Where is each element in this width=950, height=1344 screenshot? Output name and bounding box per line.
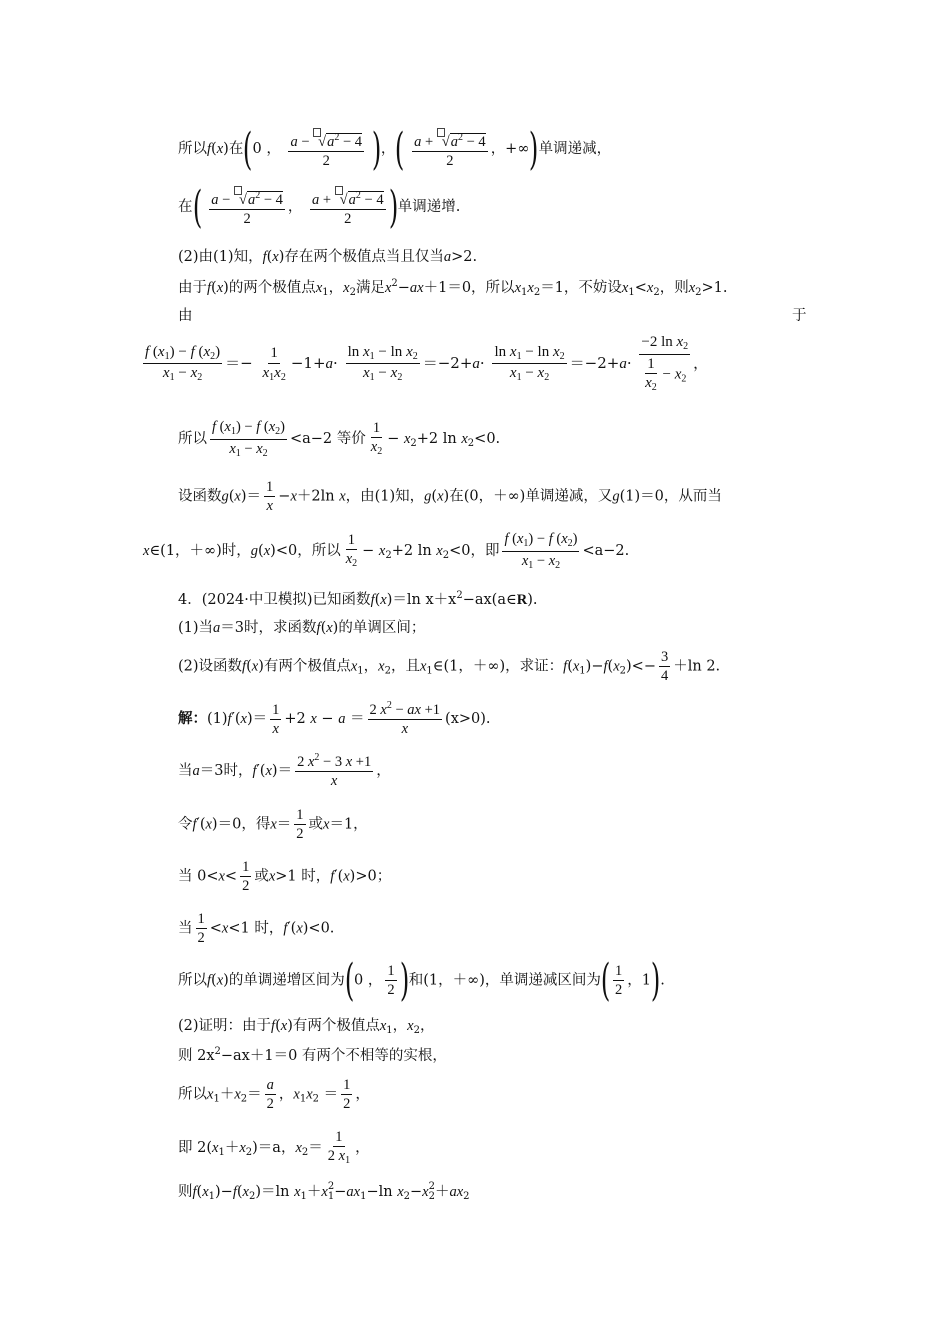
line-monotonic-intervals: 所以f(x)的单调递增区间为(0 ， $\frac{1}{2}$ )和(1，＋∞)，单调递减区间为( $\frac{1}{2}$ ，1). (178, 955, 665, 1007)
question-4-title: 4．(2024·中卫模拟)已知函数f(x)＝ln $x+x^2-ax(a\in R)$. (178, 590, 538, 608)
line-proof-intro: (2)证明：由于f(x)有两个极值点$x_1$，$x_2$， (178, 1018, 435, 1036)
question-4-part1: (1)当a＝3时，求函数f(x)的单调区间； (178, 620, 426, 636)
line-equivalent: 所以 $\frac{f (x_1) - f (x_2)}{x_1 - x_2}$ <a−2 等价 $\frac{1}{x_2}$ − $x_2+2$ $\ln x_2<0$. (178, 419, 501, 459)
line-monotonic-decrease: 所以f(x)在(0 ， $\frac{a - √a^2 - 4}{2}$ )，( $\frac{a + √a^2 - 4}{2}$ ，+∞)单调递减， (178, 123, 612, 175)
equation-difference-quotient: $\frac{f (x_1) - f (x_2)}{x_1 - x_2}$ ＝− $\frac{1}{x_1x_2}$ −1+a· $\frac{\ln x_1 - \ln x_2}{x_1 - x_2}$ ＝−2+a· $\frac{\ln x_1 - \ln x_2}{x_1 - x_2}$ ＝−2+a· −2 $\ln x_2$ $\frac{1}{x_2}$ − $x_2$ ， (145, 334, 709, 394)
line-extreme-points: 由于f(x)的两个极值点$x_1$，$x_2$满足$x^2-ax+1=0$，所以$x_1x_2=1$，不妨设$x_1<x_2$，则$x_2>1$. (178, 278, 728, 298)
line-vieta: 所以$x_1+x_2=$ $\frac{a}{2}$ ，$x_1x_2$ ＝ $\frac{1}{2}$ ， (178, 1077, 370, 1113)
text-you: 由 (178, 308, 193, 324)
text-suoyi: 所以 (178, 141, 207, 158)
line-positive-interval: 当 0<x< $\frac{1}{2}$ 或x>1 时，f′(x)>0； (178, 859, 392, 895)
solution-derivative: 解：(1)f′(x)＝ $\frac{1}{x}$ +2 x − a ＝ $\frac{2 x^2 - ax +1}{x}$ (x>0). (178, 700, 491, 738)
line-part2-intro: (2)由(1)知，f(x)存在两个极值点当且仅当a>2. (178, 249, 478, 265)
line-conclusion: x∈(1，＋∞)时，g(x)<0，所以 $\frac{1}{x_2}$ − $x_2+2$ $\ln x_2<0$，即 $\frac{f (x_1) - f (x_2)}{x_1 - x_2}$ <a−2. (143, 531, 630, 571)
line-final-expression: 则$f(x_1)-f(x_2)=\ln$ $x_1+x$ 2 1 $-ax_1-\ln$ $x_2-x$ 2 2 $+ax_2$ (178, 1181, 470, 1202)
line-two-roots: 则 $2x^2-ax+1=0$ 有两个不相等的实根， (178, 1046, 447, 1064)
line-relations: 即 $2(x_1+x_2)=a$，$x_2=$ $\frac{1}{2 x_1}$ ， (178, 1129, 370, 1167)
line-a-equals-3: 当a＝3时，f′(x)＝ $\frac{2 x^2 - 3 x +1}{x}$ ， (178, 752, 391, 790)
line-negative-interval: 当 $\frac{1}{2}$ <x<1 时，f′(x)<0. (178, 911, 335, 947)
line-define-g: 设函数g(x)＝ $\frac{1}{x}$ −x＋2ln x，由(1)知，g(x)在(0，＋∞)单调递减，又g(1)＝0，从而当 (178, 479, 722, 515)
line-set-zero: 令f′(x)＝0，得x＝ $\frac{1}{2}$ 或x＝1， (178, 807, 368, 843)
line-monotonic-increase: 在( $\frac{a - √a^2 - 4}{2}$ ， $\frac{a + √a^2 - 4}{2}$ )单调递增. (178, 181, 461, 233)
text-yu: 于 (792, 308, 807, 324)
question-4-part2: (2)设函数f(x)有两个极值点$x_1$，$x_2$，且$x_1\in(1$，＋∞)，求证：$f(x_1)-f(x_2)<-$ $\frac{3}{4}$ ＋ln 2. (178, 649, 721, 685)
